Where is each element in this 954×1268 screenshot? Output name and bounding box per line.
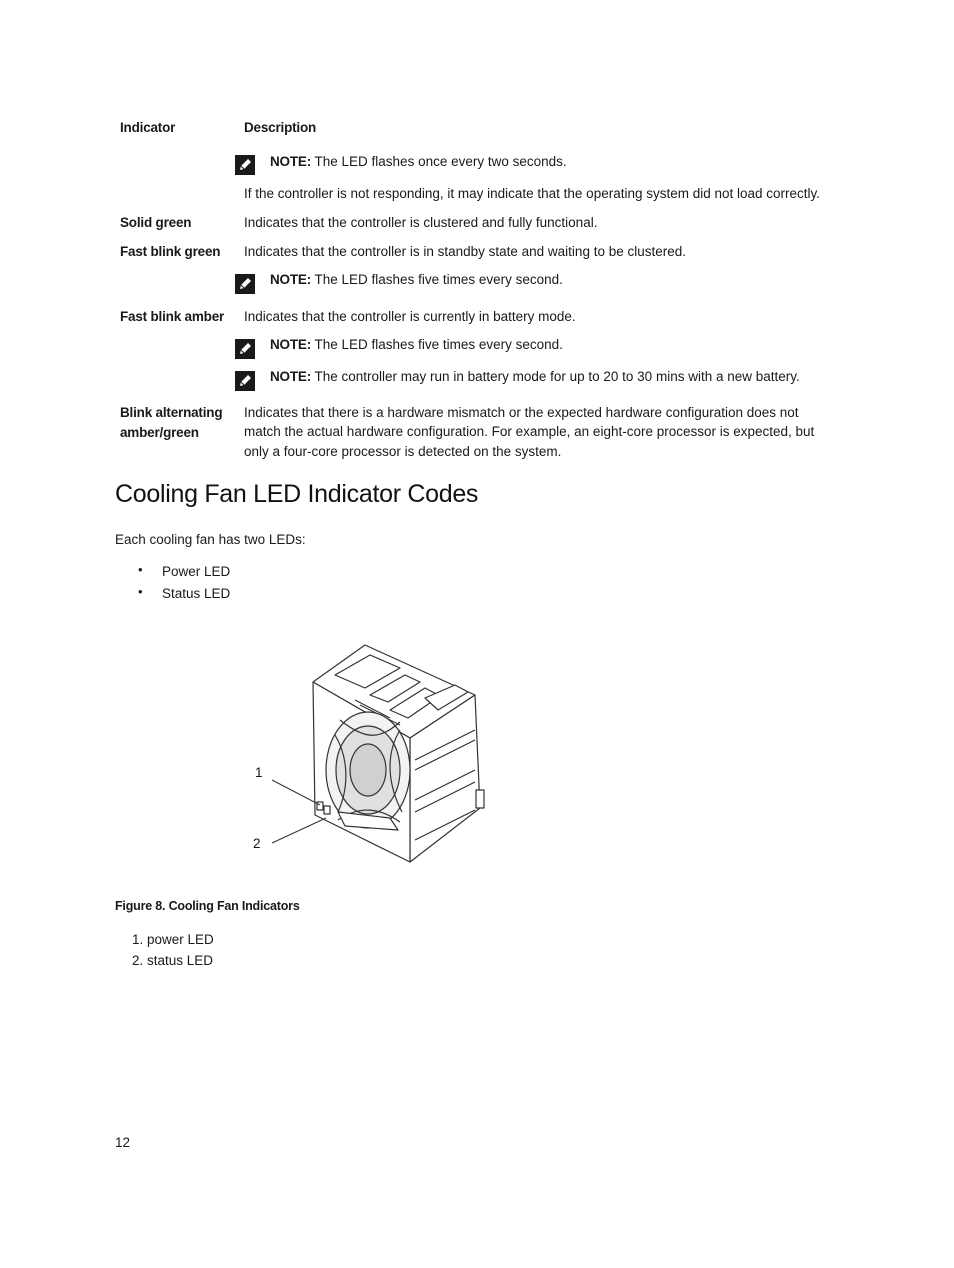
description-fast-blink-green: Indicates that the controller is in standby state and waiting to be clustered. [244,244,687,259]
note-fast-blink-amber-2 [270,367,800,387]
callout-line-1 [272,780,320,805]
note-pencil-icon [235,371,255,391]
cooling-fan-illustration [240,640,500,870]
indicator-blink-alternating-line2: amber/green [120,425,199,440]
section-title: Cooling Fan LED Indicator Codes [115,480,479,508]
note-label: NOTE: [270,154,311,169]
description-fast-blink-amber: Indicates that the controller is currently in battery mode. [244,309,576,324]
callout-label-1: 1 [255,765,263,780]
note-text: The LED flashes five times every second. [314,272,563,287]
row0-description: If the controller is not responding, it may indicate that the operating system did not load correctly. [244,186,821,201]
description-solid-green: Indicates that the controller is clustered and fully functional. [244,215,598,230]
note-pencil-icon [235,155,255,175]
bullet-marker: • [138,584,143,599]
table-header-indicator: Indicator [120,120,176,135]
note-text: The controller may run in battery mode for up to 20 to 30 mins with a new battery. [314,369,800,384]
figure-caption: Figure 8. Cooling Fan Indicators [115,899,300,913]
note-fast-blink-amber-1 [270,335,563,355]
bullet-power-led: Power LED [162,564,231,579]
legend-item-power-led: 1. power LED [132,932,214,947]
note-fast-blink-green [270,270,563,290]
bullet-marker: • [138,562,143,577]
page-number: 12 [115,1135,131,1150]
callout-label-2: 2 [253,836,261,851]
note-label: NOTE: [270,337,311,352]
note-text: The LED flashes once every two seconds. [314,154,567,169]
callout-line-2 [272,818,326,843]
legend-item-status-led: 2. status LED [132,953,214,968]
description-blink-alternating-line2: match the actual hardware configuration. For example, an eight-core processor is expected, but [244,424,815,439]
indicator-fast-blink-green: Fast blink green [120,244,221,259]
description-blink-alternating-line3: only a four-core processor is detected on the system. [244,444,562,459]
note-pencil-icon [235,274,255,294]
table-header-description: Description [244,120,317,135]
indicator-fast-blink-amber: Fast blink amber [120,309,225,324]
section-intro: Each cooling fan has two LEDs: [115,532,306,547]
note-row0 [270,152,567,172]
note-label: NOTE: [270,369,311,384]
note-label: NOTE: [270,272,311,287]
bullet-status-led: Status LED [162,586,231,601]
note-text: The LED flashes five times every second. [314,337,563,352]
indicator-solid-green: Solid green [120,215,192,230]
note-pencil-icon [235,339,255,359]
description-blink-alternating-line1: Indicates that there is a hardware mismatch or the expected hardware configuration does not [244,405,799,420]
indicator-blink-alternating-line1: Blink alternating [120,405,223,420]
